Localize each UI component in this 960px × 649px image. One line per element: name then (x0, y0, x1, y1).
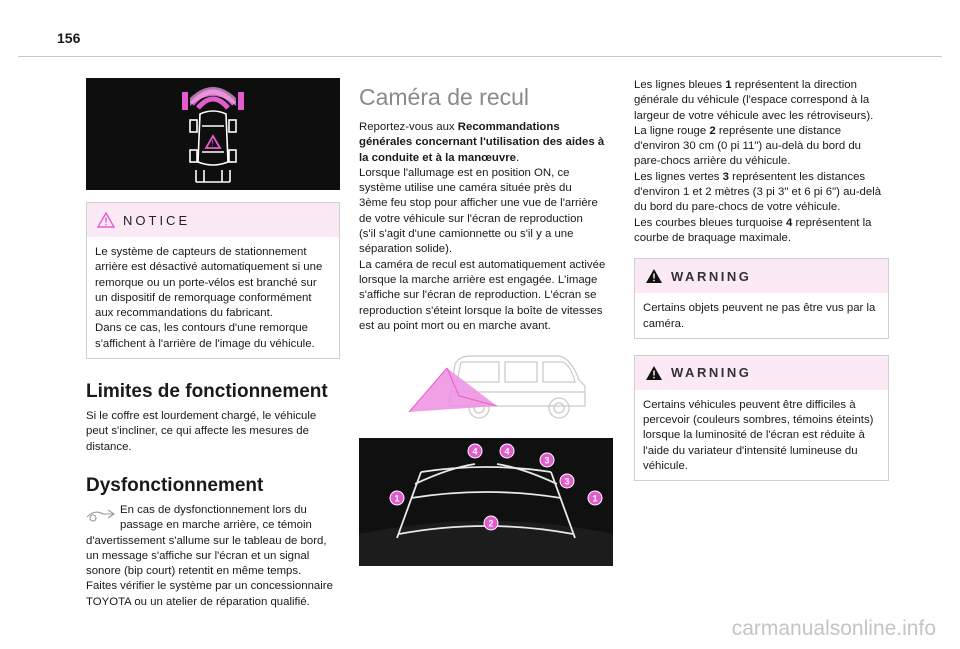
line-number: 1 (725, 79, 732, 91)
warning-body (635, 293, 888, 338)
section-title: Caméra de recul (359, 84, 530, 110)
line-text: Les courbes bleues turquoise (634, 216, 786, 229)
body-line: est au point mort ou en marche avant. (359, 319, 551, 332)
warning-line: véhicule. (643, 460, 688, 473)
body-line: (s'il s'agit d'une camionnette ou s'il y a une (359, 228, 574, 241)
line-text: La ligne rouge (634, 124, 710, 137)
warning-triangle-icon (645, 365, 663, 381)
warning-body (635, 390, 888, 480)
line-text: représentent la (792, 216, 872, 229)
warning-header (635, 356, 888, 390)
malfunction-section (86, 503, 340, 610)
line-text: générale du véhicule (l'espace correspond à la (634, 94, 870, 107)
warning-line: Certains objets peuvent ne pas être vus par la (643, 302, 876, 315)
callout-badge (468, 444, 482, 458)
warning-line: percevoir (couleurs sombres, témoins éteints) (643, 414, 874, 427)
guide-description-line (634, 170, 889, 185)
line-text: du bord du pare-chocs de votre véhicule. (634, 201, 841, 214)
notice-body (87, 237, 339, 358)
callout-badge (484, 516, 498, 530)
rear-camera-screen (359, 438, 613, 566)
warning-line: lorsque la luminosité de l'écran est réduite à (643, 429, 865, 442)
line-number: 2 (709, 124, 716, 137)
watermark: carmanualsonline.info (731, 617, 936, 640)
parking-sensor-illustration (86, 78, 340, 190)
rear-camera-car-illustration (359, 348, 613, 438)
intro-line (359, 151, 613, 166)
notice-line: Le système de capteurs de stationnement (95, 246, 307, 258)
callout-number: 1 (592, 493, 598, 504)
header-rule (18, 56, 942, 57)
notice-line: Dans ce cas, les contours d'une remorque (95, 322, 309, 335)
guide-description-line (634, 93, 889, 108)
warning-title: WARNING (671, 268, 752, 284)
column-right (634, 78, 889, 481)
callout-badge (500, 444, 514, 458)
warning-box-2 (634, 355, 889, 481)
body-line: Lorsque l'allumage est en position ON, ce (359, 166, 570, 179)
body-line: de votre véhicule sur l'écran de reproduction (359, 212, 583, 225)
malfunction-line: un message s'affiche sur l'écran et un signal (86, 549, 310, 562)
guide-description-line (634, 139, 889, 154)
guide-description-line (634, 109, 889, 124)
guide-lines-diagram (359, 438, 613, 566)
notice-line: remorque ou un porte-vélos est branché sur (95, 276, 317, 289)
intro-plain: Reportez-vous aux (359, 121, 458, 133)
guide-description (634, 78, 889, 246)
guide-description-line (634, 216, 889, 231)
body-line: La caméra de recul est automatiquement activée (359, 258, 606, 271)
notice-title: NOTICE (123, 212, 191, 228)
callout-number: 1 (394, 493, 400, 504)
line-text: représentent la direction (731, 79, 857, 91)
notice-line: aux recommandations du fabricant. (95, 307, 273, 320)
column-middle (359, 78, 613, 566)
intro-bold: Recommandations (457, 121, 560, 133)
body-line: séparation solide). (359, 243, 453, 256)
intro-line (359, 135, 613, 150)
callout-badge (560, 474, 574, 488)
callout-badge (540, 453, 554, 467)
callout-number: 3 (544, 455, 550, 466)
callout-number: 4 (472, 446, 478, 457)
malfunction-line: TOYOTA ou un atelier de réparation qualifié. (86, 595, 310, 608)
callout-number: 2 (488, 518, 494, 529)
column-left (86, 78, 340, 610)
guide-description-line (634, 185, 889, 200)
body-line: reproduction s'éteint lorsque la boîte de vitesses (359, 304, 603, 317)
callout-number: 4 (504, 446, 510, 457)
guide-description-line (634, 78, 889, 93)
limits-line: Si le coffre est lourdement chargé, le véhicule (86, 410, 317, 423)
line-text: d'environ 30 cm (0 pi 11") au-delà du bord du (634, 140, 861, 153)
notice-line: s'affichent à l'arrière de l'image du véhicule. (95, 337, 315, 350)
guide-description-line (634, 231, 889, 246)
callout-badge (390, 491, 404, 505)
warning-box-1 (634, 258, 889, 339)
line-text: représentent les distances (728, 170, 866, 183)
limits-line: peut s'incliner, ce qui affecte les mesures de (86, 425, 309, 438)
svg-text:!: ! (211, 139, 214, 148)
body-line: lorsque la marche arrière est engagée. L'image (359, 273, 598, 286)
intro-end: . (515, 151, 520, 164)
body-line: 3ème feu stop pour afficher une vue de l'arrière (359, 197, 598, 210)
guide-description-line (634, 154, 889, 169)
notice-box (86, 202, 340, 359)
guide-description-line (634, 200, 889, 215)
line-text: Les lignes bleues (634, 79, 726, 91)
guide-description-line (634, 124, 889, 139)
intro-line (359, 120, 613, 135)
line-text: courbe de braquage maximale. (634, 231, 792, 244)
notice-header (87, 203, 339, 237)
warning-header (635, 259, 888, 293)
warning-line: caméra. (643, 317, 685, 330)
line-text: pare-chocs arrière du véhicule. (634, 155, 791, 168)
car-top-view-icon (86, 78, 340, 190)
malfunction-heading: Dysfonctionnement (86, 474, 264, 496)
callout-number: 3 (564, 476, 570, 487)
line-number: 3 (722, 170, 729, 183)
malfunction-line: Faites vérifier le système par un concessionnaire (86, 580, 333, 593)
malfunction-line: En cas de dysfonctionnement lors du (120, 503, 307, 516)
limits-heading: Limites de fonctionnement (86, 381, 328, 403)
line-text: d'environ 1 et 2 mètres (3 pi 3" et 6 pi 6") au-delà (634, 186, 882, 199)
warning-triangle-icon (645, 268, 663, 284)
malfunction-line: passage en marche arrière, ce témoin (120, 519, 312, 532)
limits-line: distance. (86, 440, 132, 453)
body-line: système utilise une caméra située près du (359, 182, 572, 195)
intro-bold: générales concernant l'utilisation des aides à (359, 136, 605, 149)
warning-line: l'aide du variateur d'intensité lumineuse du (643, 444, 858, 457)
warning-triangle-icon (97, 212, 115, 228)
body-line: s'affiche sur l'écran de reproduction. L'écran se (359, 289, 597, 302)
warning-title: WARNING (671, 365, 752, 381)
van-icon (359, 348, 613, 438)
intro-bold: la conduite et à la manœuvre (359, 151, 516, 164)
malfunction-line: d'avertissement s'allume sur le tableau de bord, (86, 534, 327, 547)
notice-line: un dispositif de remorquage conformément (95, 291, 312, 304)
callout-badge (588, 491, 602, 505)
malfunction-line: sonore (bip court) retentit en même temps. (86, 565, 302, 578)
line-text: représente une distance (715, 124, 842, 137)
notice-line: arrière est désactivé automatiquement si une (95, 261, 323, 274)
page-number: 156 (57, 30, 81, 46)
line-number: 4 (785, 216, 793, 229)
line-text: largeur de votre véhicule avec les rétroviseurs). (634, 109, 874, 122)
warning-lamp-icon (86, 505, 116, 523)
line-text: Les lignes vertes (634, 170, 723, 183)
warning-line: Certains véhicules peuvent être difficiles à (643, 398, 856, 411)
